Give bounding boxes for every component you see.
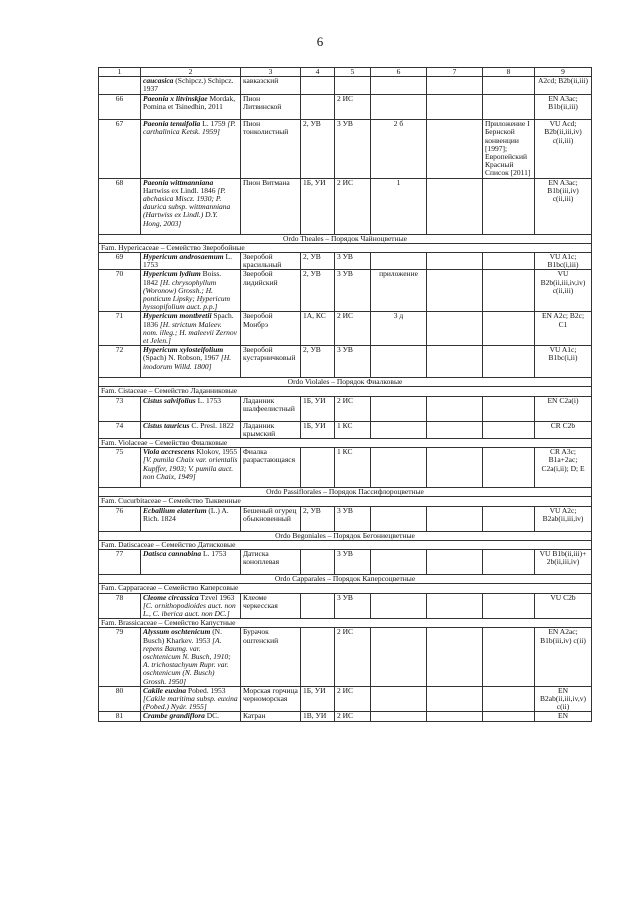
status-col-4: 2, УВ (301, 253, 335, 270)
table-row (99, 178, 592, 234)
order-heading-row (99, 488, 592, 497)
international-status (483, 628, 535, 686)
species-name-cell (141, 686, 241, 712)
russian-name: Пион Литвинской (241, 95, 301, 120)
column-header: 1 (99, 68, 141, 77)
iucn-category: VU A1c; B1bc(i,iii) (535, 253, 592, 270)
russian-name: Морская горчица черноморская (241, 686, 301, 712)
order-heading-row (99, 234, 592, 243)
status-col-7 (427, 550, 483, 575)
status-col-7 (427, 312, 483, 346)
international-status (483, 178, 535, 234)
row-number: 77 (99, 550, 141, 575)
status-col-6 (371, 77, 427, 95)
status-col-7 (427, 178, 483, 234)
species-name-cell (141, 77, 241, 95)
row-number: 70 (99, 270, 141, 312)
order-heading: Ordo Theales – Порядок Чайноцветные (99, 234, 592, 243)
status-col-6 (371, 253, 427, 270)
status-col-5: 2 ИС (335, 686, 371, 712)
order-heading: Ordo Passiflorales – Порядок Пассифлороцветные (99, 488, 592, 497)
status-col-6: приложение (371, 270, 427, 312)
latin-name: Paeonia wittmanniana (143, 178, 214, 187)
order-heading: Ordo Begoniales – Порядок Бегониецветные (99, 531, 592, 540)
latin-name: Crambe grandiflora (143, 711, 205, 721)
species-name-cell (141, 448, 241, 488)
row-number: 68 (99, 178, 141, 234)
order-heading-row (99, 575, 592, 584)
author: (Schipcz.) Schipcz. 1937 (143, 76, 234, 94)
status-col-5: 3 УВ (335, 506, 371, 531)
latin-name: caucasica (143, 76, 174, 86)
latin-name: Cistus tauricus (143, 421, 190, 430)
international-status: Приложение I Бернской конвенции [1997]; Европейский Красный Список [2011] (483, 120, 535, 178)
russian-name: Бурачок оштенский (241, 628, 301, 686)
russian-name: Бешеный огурец обыкновенный (241, 506, 301, 531)
status-col-7 (427, 346, 483, 378)
iucn-category: EN A3ac; B1b(iii,iv) c(ii,iii) (535, 178, 592, 234)
international-status (483, 593, 535, 619)
status-col-5: 1 КС (335, 421, 371, 438)
international-status (483, 253, 535, 270)
author: (Spach) N. Robson, 1967 (143, 353, 220, 363)
row-number: 79 (99, 628, 141, 686)
international-status (483, 421, 535, 438)
column-header: 2 (141, 68, 241, 77)
iucn-category: VU Acd; B2b(ii,iii,iv) c(ii,iii) (535, 120, 592, 178)
status-col-5: 2 ИС (335, 712, 371, 721)
russian-name: Фиалка разрастающаяся (241, 448, 301, 488)
status-col-5: 3 УВ (335, 270, 371, 312)
column-header: 3 (241, 68, 301, 77)
table-row (99, 712, 592, 721)
latin-name: Cleome circassica (143, 593, 199, 602)
column-header: 9 (535, 68, 592, 77)
table-row (99, 120, 592, 178)
russian-name: Датиска коноплевая (241, 550, 301, 575)
status-col-7 (427, 686, 483, 712)
status-col-4: 2, УВ (301, 506, 335, 531)
status-col-6: 1 (371, 178, 427, 234)
species-name-cell (141, 253, 241, 270)
status-col-5: 1 КС (335, 448, 371, 488)
status-col-4 (301, 77, 335, 95)
status-col-5: 2 ИС (335, 95, 371, 120)
international-status (483, 312, 535, 346)
row-number (99, 77, 141, 95)
author: Pobed. 1953 (188, 686, 226, 695)
family-heading-row (99, 439, 592, 448)
status-col-6 (371, 346, 427, 378)
latin-name: Paeonia x litvinskjae (143, 94, 208, 104)
column-header: 8 (483, 68, 535, 77)
status-col-6 (371, 712, 427, 721)
row-number: 67 (99, 120, 141, 178)
synonyms: [H. inodorum Willd. 1800] (143, 353, 232, 371)
status-col-4 (301, 448, 335, 488)
synonyms: [C. ornithopodioides auct. non L., C. iberica auct. non DC.] (143, 600, 236, 618)
status-col-6 (371, 593, 427, 619)
family-heading: Fam. Brassicaceae – Семейство Капустные (99, 619, 592, 628)
family-heading: Fam. Cucurbitaceae – Семейство Тыквенные (99, 497, 592, 506)
status-col-7 (427, 120, 483, 178)
latin-name: Hypericum xylosteifolium (143, 345, 224, 355)
family-heading: Fam. Datiscaceae – Семейство Датисковые (99, 540, 592, 549)
species-name-cell (141, 396, 241, 421)
species-name-cell (141, 312, 241, 346)
table-row (99, 506, 592, 531)
author: C. Presl. 1822 (191, 421, 234, 430)
status-col-4 (301, 550, 335, 575)
status-col-7 (427, 253, 483, 270)
author: Klokov, 1955 (196, 447, 238, 457)
iucn-category: EN A3ac; B1b(ii,iii) (535, 95, 592, 120)
status-col-4 (301, 628, 335, 686)
iucn-category: VU A1c; B1bc(i,ii) (535, 346, 592, 378)
page-number: 6 (316, 34, 324, 49)
russian-name: Пион тонколистный (241, 120, 301, 178)
family-heading-row (99, 497, 592, 506)
table-row (99, 77, 592, 95)
status-col-5: 2 ИС (335, 178, 371, 234)
author: DC. (206, 711, 220, 721)
species-name-cell (141, 178, 241, 234)
status-col-4: 1Б, УИ (301, 421, 335, 438)
species-name-cell (141, 506, 241, 531)
species-name-cell (141, 550, 241, 575)
row-number: 81 (99, 712, 141, 721)
table-row (99, 421, 592, 438)
iucn-category: VU A2c; B2ab(ii,iii,iv) (535, 506, 592, 531)
iucn-category: VU B1b(ii,iii)+ 2b(ii,iii,iv) (535, 550, 592, 575)
author: L. 1753 (197, 396, 221, 405)
international-status (483, 270, 535, 312)
russian-name: Зверобой красильный (241, 253, 301, 270)
latin-name: Datisca cannabina (143, 549, 202, 559)
table-row (99, 550, 592, 575)
row-number: 73 (99, 396, 141, 421)
order-heading: Ordo Capparales – Порядок Каперсоцветные (99, 575, 592, 584)
status-col-4: 2, УВ (301, 120, 335, 178)
status-col-6: 3 д (371, 312, 427, 346)
synonyms: [V. pumila Chaix var. orientalis Kupffer, 1903; V. pumila auct. non Chaix, 1949] (143, 455, 238, 481)
status-col-6 (371, 396, 427, 421)
family-heading-row (99, 540, 592, 549)
status-col-4: 1В, УИ (301, 712, 335, 721)
family-heading: Fam. Hypericaceae – Семейство Зверобойные (99, 243, 592, 252)
table-row (99, 686, 592, 712)
russian-name: кавказский (241, 77, 301, 95)
family-heading-row (99, 584, 592, 593)
species-name-cell (141, 628, 241, 686)
latin-name: Hypericum lydium (143, 269, 201, 279)
russian-name: Катран (241, 712, 301, 721)
status-col-4: 1Б, УИ (301, 686, 335, 712)
status-col-6 (371, 686, 427, 712)
iucn-category: A2cd; B2b(ii,iii) (535, 77, 592, 95)
russian-name: Ладанник шалфеелистный (241, 396, 301, 421)
iucn-category: EN A2c; B2c; C1 (535, 312, 592, 346)
synonyms: [P. carthalinica Ketsk. 1959] (143, 119, 236, 137)
row-number: 74 (99, 421, 141, 438)
table-row (99, 346, 592, 378)
author: L. 1753 (143, 252, 232, 270)
international-status (483, 95, 535, 120)
author: Hartwiss ex Lindl. 1846 (143, 185, 216, 195)
status-col-5: 2 ИС (335, 396, 371, 421)
family-heading: Fam. Capparaceae – Семейство Каперсовые (99, 584, 592, 593)
family-heading-row (99, 387, 592, 396)
family-heading-row (99, 619, 592, 628)
latin-name: Paeonia tenuifolia (143, 119, 201, 129)
status-col-6 (371, 506, 427, 531)
russian-name: Зверобой кустарничковый (241, 346, 301, 378)
iucn-category: EN A2ac; B1b(iii,iv) c(ii) (535, 628, 592, 686)
species-name-cell (141, 421, 241, 438)
author: L. 1759 (202, 119, 226, 129)
species-name-cell (141, 593, 241, 619)
row-number: 76 (99, 506, 141, 531)
order-heading-row (99, 378, 592, 387)
order-heading: Ordo Violales – Порядок Фиалковые (99, 378, 592, 387)
status-col-6 (371, 421, 427, 438)
status-col-6: 2 б (371, 120, 427, 178)
status-col-7 (427, 270, 483, 312)
international-status (483, 346, 535, 378)
latin-name: Cakile euxina (143, 686, 187, 695)
status-col-7 (427, 506, 483, 531)
author: L. 1753 (203, 549, 227, 559)
international-status (483, 550, 535, 575)
author: Boiss. 1842 (143, 269, 222, 287)
row-number: 75 (99, 448, 141, 488)
status-col-4: 2, УВ (301, 346, 335, 378)
family-heading: Fam. Cistaceae – Семейство Ладанниковые (99, 387, 592, 396)
latin-name: Cistus salvifolius (143, 396, 196, 405)
russian-name: Ладанник крымский (241, 421, 301, 438)
status-col-5: 3 УВ (335, 593, 371, 619)
species-name-cell (141, 346, 241, 378)
status-col-6 (371, 448, 427, 488)
status-col-7 (427, 421, 483, 438)
status-col-7 (427, 712, 483, 721)
column-header: 4 (301, 68, 335, 77)
status-col-5: 2 ИС (335, 312, 371, 346)
russian-name: Зверобой Монбрэ (241, 312, 301, 346)
status-col-4: 1Б, УИ (301, 178, 335, 234)
species-name-cell (141, 95, 241, 120)
international-status (483, 712, 535, 721)
status-col-7 (427, 448, 483, 488)
latin-name: Hypericum androsaemum (143, 252, 224, 262)
synonyms: [Cakile maritima subsp. euxina (Pobed.) Nyár. 1955] (143, 693, 238, 712)
family-heading-row (99, 243, 592, 252)
status-col-4: 2, УВ (301, 270, 335, 312)
status-col-5 (335, 77, 371, 95)
status-col-7 (427, 628, 483, 686)
author: (N. Busch) Kharkev. 1953 (143, 627, 222, 645)
iucn-category: EN B2ab(ii,iii,iv,v) c(ii) (535, 686, 592, 712)
table-header-row (99, 68, 592, 77)
table-row (99, 270, 592, 312)
table-row (99, 396, 592, 421)
author: Mordak, Pomina et Tsinedhin, 2011 (143, 94, 236, 112)
author: Spach. 1836 (143, 311, 234, 329)
latin-name: Alyssum oschtenicum (143, 627, 211, 637)
order-heading-row (99, 531, 592, 540)
russian-name: Зверобой лидийский (241, 270, 301, 312)
column-header: 6 (371, 68, 427, 77)
row-number: 72 (99, 346, 141, 378)
status-col-5: 3 УВ (335, 120, 371, 178)
latin-name: Viola accrescens (143, 447, 195, 457)
synonyms: [H. strictum Maleev. nom. illeg.; H. maleevii Zernov et Jelen.] (143, 319, 237, 346)
international-status (483, 77, 535, 95)
table-row (99, 448, 592, 488)
synonyms: [A. repens Baumg. var. oschtenicum N. Busch, 1910; A. trichostachyum Rupr. var. oschtenicum (N. Busch) Grossh. 1950] (143, 635, 231, 686)
column-header: 5 (335, 68, 371, 77)
family-heading: Fam. Violaceae – Семейство Фиалковые (99, 439, 592, 448)
iucn-category: VU B2b(ii,iii,iv,iv) c(ii,iii) (535, 270, 592, 312)
table-row (99, 312, 592, 346)
species-table (98, 67, 592, 722)
iucn-category: CR C2b (535, 421, 592, 438)
synonyms: [P. abchasica Miscz. 1930; P. daurica subsp. wittmanniana (Hartwiss ex Lindl.) D.Y. Hong, 2003] (143, 185, 231, 228)
table-row (99, 628, 592, 686)
table-row (99, 95, 592, 120)
international-status (483, 448, 535, 488)
synonyms: [H. chrysophyllum (Woronow) Grossh.; H. ponticum Lipsky; Hypericum hyssopifolium auct. p.p.] (143, 277, 231, 312)
status-col-4: 1Б, УИ (301, 396, 335, 421)
table-row (99, 593, 592, 619)
table-row (99, 253, 592, 270)
status-col-5: 3 УВ (335, 346, 371, 378)
status-col-7 (427, 593, 483, 619)
status-col-5: 3 УВ (335, 550, 371, 575)
status-col-7 (427, 396, 483, 421)
row-number: 71 (99, 312, 141, 346)
international-status (483, 506, 535, 531)
row-number: 66 (99, 95, 141, 120)
russian-name: Пион Витмана (241, 178, 301, 234)
russian-name: Клеоме черкесская (241, 593, 301, 619)
species-name-cell (141, 120, 241, 178)
row-number: 78 (99, 593, 141, 619)
iucn-category: EN (535, 712, 592, 721)
species-name-cell (141, 270, 241, 312)
latin-name: Hypericum montbretii (143, 311, 212, 321)
row-number: 69 (99, 253, 141, 270)
column-header: 7 (427, 68, 483, 77)
status-col-4 (301, 95, 335, 120)
row-number: 80 (99, 686, 141, 712)
author: (L.) A. Rich. 1824 (143, 506, 229, 523)
status-col-6 (371, 95, 427, 120)
iucn-category: VU C2b (535, 593, 592, 619)
status-col-4: 1А, КС (301, 312, 335, 346)
species-name-cell (141, 712, 241, 721)
iucn-category: EN C2a(i) (535, 396, 592, 421)
author: Tzvel 1963 (200, 593, 235, 602)
status-col-5: 2 ИС (335, 628, 371, 686)
status-col-6 (371, 550, 427, 575)
status-col-5: 3 УВ (335, 253, 371, 270)
iucn-category: CR A3c; B1a+2ac; C2a(i,ii); D; E (535, 448, 592, 488)
international-status (483, 686, 535, 712)
international-status (483, 396, 535, 421)
status-col-7 (427, 95, 483, 120)
status-col-7 (427, 77, 483, 95)
status-col-4 (301, 593, 335, 619)
status-col-6 (371, 628, 427, 686)
latin-name: Ecballium elaterium (143, 506, 207, 515)
